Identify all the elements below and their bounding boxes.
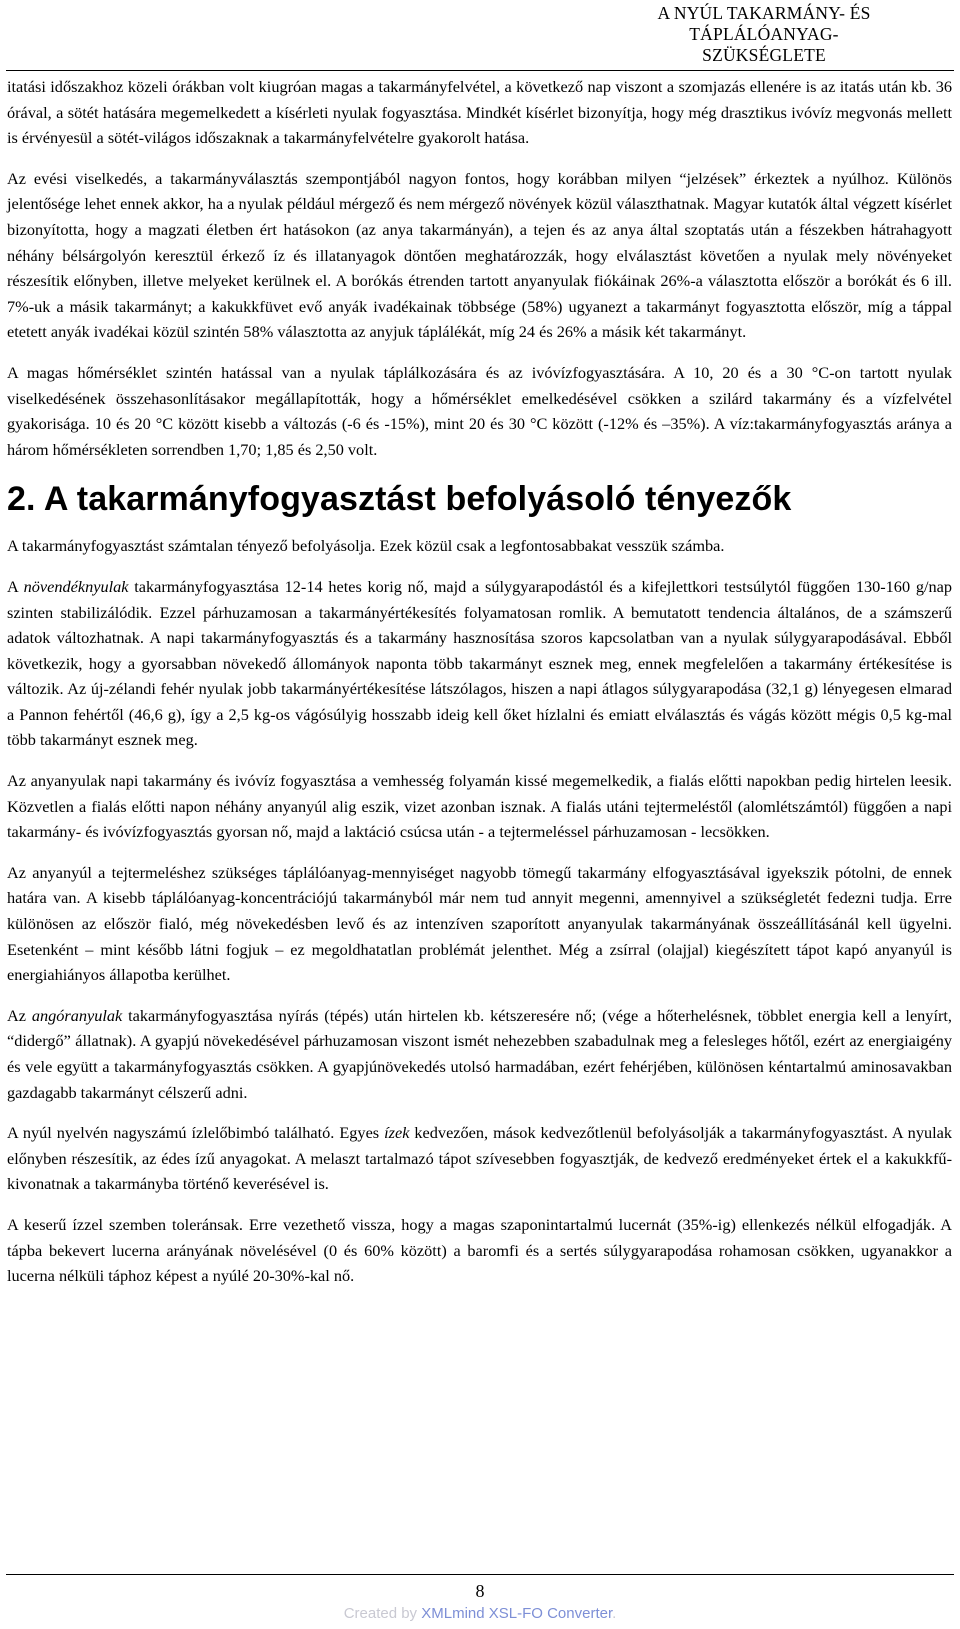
credit-brand: XMLmind XSL-FO Converter [421,1605,613,1622]
emphasized-term: növendéknyulak [23,576,129,596]
header-title-line: SZÜKSÉGLETE [702,45,826,65]
credit-suffix: . [612,1605,617,1622]
header-rule [6,70,954,71]
paragraph: itatási időszakhoz közeli órákban volt kiugróan magas a takarmányfelvétel, a következő nap viszont a szomjazás ellenére is az itatás után kb. 36 órával, a sötét hatására megemelkedett a kísérleti nyulak fogyasztása. Mindkét kísérlet bizonyítja, hogy még drasztikus ivóvíz megvonás mellett is érvényesül a sötét-világos időszaknak a takarmányfelvételre gyakorolt hatása. [7,77,952,148]
paragraph: Az anyanyúl a tejtermeléshez szükséges táplálóanyag-mennyiséget nagyobb tömegű takarmány elfogyasztásával igyekszik pótolni, de ennek határa van. A kisebb táplálóanyag-koncentrációjú takarmányból már nem tud annyit megenni, amennyivel a szükségletét fedezni tudja. Erre különösen az először fialó, még növekedésben levő és az intenzíven szaporított anyanyulak takarmányának összeállításánál kell ügyelni. Esetenként – mint később látni fogjuk – ez megoldhatatlan problémát jelenthet. Még a zsírral (olajjal) kiegészített tápot kapó anyanyúl is energiahiányos állapotba kerülhet. [7,862,952,985]
paragraph-text: kedvezően, mások kedvezőtlenül befolyásolják a takarmányfogyasztást. A nyulak előnyben részesítik, az édes ízű anyagokat. A melaszt tartalmazó tápot szívesebben fogyasztják, de kedvező eredményeket értek el a kakukkfű-kivonatnak a takarmányba történő keverésével is. [7,1123,952,1194]
paragraph-text: takarmányfogyasztása 12-14 hetes korig nő, majd a súlygyarapodástól és a kifejlettkori testsúlytól függően 130-160 g/nap szinten stabilizálódik. Ezzel párhuzamosan a takarmányértékesítés folyamatosan romlik. A bemutatott tendencia általános, de a számszerű adatok változhatnak. A napi takarmányfogyasztás és a takarmány hasznosítása szoros kapcsolatban van a nyulak súlygyarapodásával. Ebből következik, hogy a gyorsabban növekedő állományok naponta több takarmányt esznek meg, ennek megfelelően a takarmány értékesítése is változik. Az új-zélandi fehér nyulak jobb takarmányértékesítése látszólagos, hiszen a napi átlagos súlygyarapodása (32,1 g) lényegesen elmarad a Pannon fehértől (46,6 g), így a 2,5 kg-os vágósúlyig hosszabb ideig kell őket hízlalni és emiatt elválasztás és vágás között mégis 0,5 kg-mal több takarmányt esznek meg. [7,576,952,750]
paragraph-text: Az [7,1005,32,1025]
emphasized-term: angóranyulak [31,1005,123,1025]
footer-rule [6,1574,954,1575]
paragraph-text: A nyúl nyelvén nagyszámú ízlelőbimbó található. Egyes [7,1123,385,1143]
section-heading: 2. A takarmányfogyasztást befolyásoló tényezők [7,480,792,519]
paragraph-text: takarmányfogyasztása nyírás (tépés) után hirtelen kb. kétszeresére nő; (vége a hőterhelésnek, többlet energia kell a lenyírt, “didergő” állatnak). A gyapjú növekedésével párhuzamosan viszont ismét nehezebben szabadulnak meg a felesleges hőtől, ezért az energiaigény és vele együtt a takarmányfogyasztás csökken. A gyapjúnövekedés utolsó harmadában, ezért fehérjében, különösen kéntartalmú aminosavakban gazdagabb takarmányt célszerű adni. [7,1005,952,1102]
paragraph: A keserű ízzel szemben toleránsak. Erre vezethető vissza, hogy a magas szaponintartalmú lucernát (35%-ig) ellenkezés nélkül elfogadják. A tápba bekevert lucerna arányának növelésével (0 és 60% között) a baromfi és a sertés súlygyarapodása rohamosan csökken, ugyanakkor a lucerna nélküli táphoz képest a nyúlé 20-30%-kal nő. [7,1214,952,1286]
paragraph [7,1120,952,1197]
paragraph: A magas hőmérséklet szintén hatással van a nyulak táplálkozására és az ivóvízfogyasztására. A 10, 20 és a 30 °C-on tartott nyulak viselkedésének összehasonlításakor megállapították, hogy a hőmérséklet emelkedésével csökken a szilárd takarmány és a vízfelvétel gyakorisága. 10 és 20 °C között kisebb a változás (-6 és -15%), mint 20 és 30 °C között (-12% és –35%). A víz:takarmányfogyasztás aránya a három hőmérsékleten sorrendben 1,70; 1,85 és 2,50 volt. [7,362,952,459]
paragraph: Az anyanyulak napi takarmány és ivóvíz fogyasztása a vemhesség folyamán kissé megemelkedik, a fialás előtti napokban pedig hirtelen leesik. Közvetlen a fialás előtti napon néhány anyanyúl alig eszik, vizet azonban isznak. A fialás utáni tejtermeléstől (alomlétszámtól) függően a napi takarmány- és ivóvízfogyasztás gyorsan nő, majd a laktáció csúcsa után - a tejtermeléssel párhuzamosan - lecsökken. [7,771,952,842]
running-header [604,3,924,66]
converter-credit [0,1604,960,1624]
emphasized-term: ízek [384,1123,410,1143]
page-body [7,74,952,1289]
header-title-line: TÁPLÁLÓANYAG- [689,24,839,44]
paragraph-text: A [7,576,24,596]
header-title-line: A NYÚL TAKARMÁNY- ÉS [657,3,871,23]
paragraph: Az evési viselkedés, a takarmányválasztás szempontjából nagyon fontos, hogy korábban milyen “jelzések” érkeztek a nyúlhoz. Különös jelentősége lehet ennek akkor, ha a nyulak például mérgező és nem mérgező növények közül választhatnak. Magyar kutatók által végzett kísérlet bizonyította, hogy a magzati életben ért hatásokon (az anya takarmányán), a tejen és az anya által szoptatás után a fészekben hátrahagyott néhány bélsárgolyón keresztül érkező íz és illatanyagok döntően meghatározzák, hogy elválasztást követően a nyulak mely növényeket részesítik előnyben, illetve melyeket kerülnek el. A borókás étrenden tartott anyanyulak fiókáinak 26%-a választotta először a borókát és 6 ill. 7%-uk a másik takarmányt; a kakukkfüvet evő anyák ivadékainak többsége (58%) ugyanezt a takarmányt fogyasztotta először, míg a táppal etetett anyák ivadékai közül szintén 58% választotta az anyjuk táplálékát, míg 24 és 26% a másik két takarmányt. [7,168,952,342]
paragraph [7,1003,952,1105]
page-number: 8 [475,1581,485,1601]
paragraph: A takarmányfogyasztást számtalan tényező befolyásolja. Ezek közül csak a legfontosabbakat vesszük számba. [7,536,725,556]
credit-prefix: Created by [343,1605,422,1622]
paragraph [7,574,952,753]
